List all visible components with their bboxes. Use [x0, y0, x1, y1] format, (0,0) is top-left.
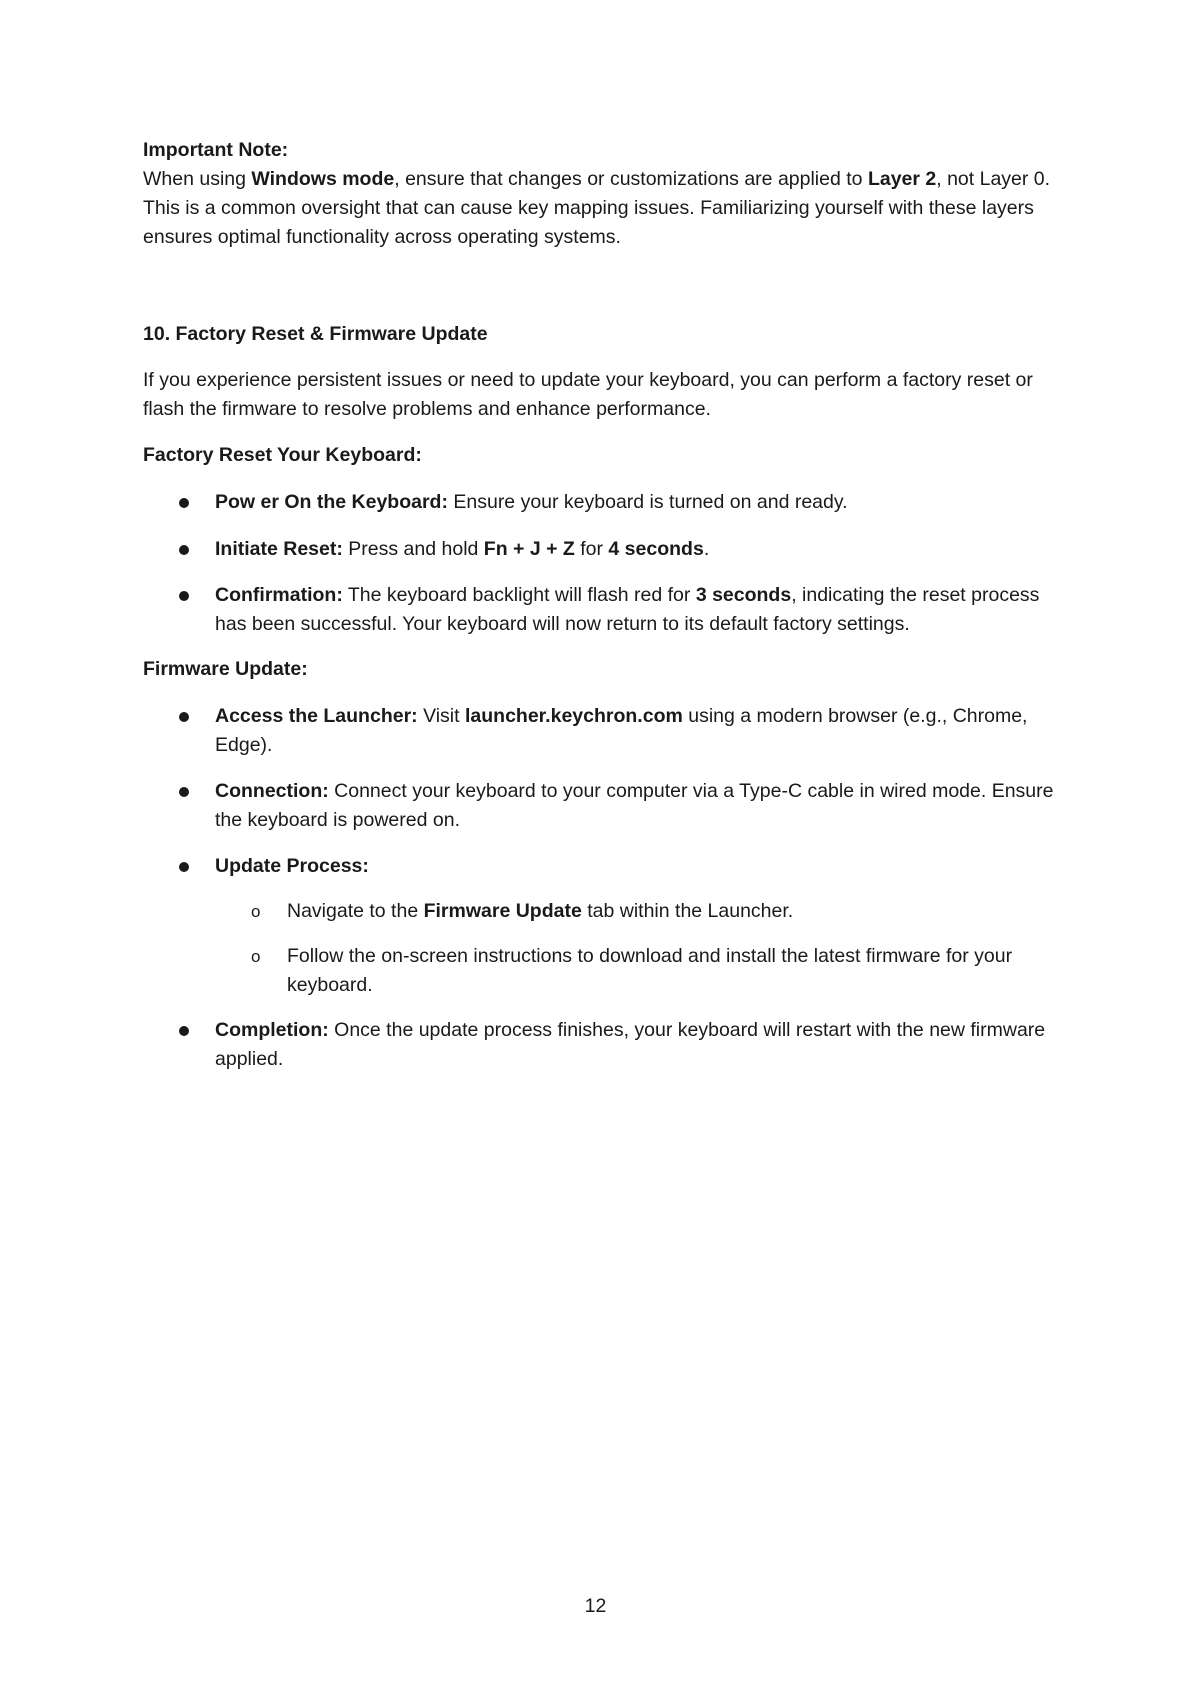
- section-title: 10. Factory Reset & Firmware Update: [143, 323, 488, 345]
- bullet-icon: [179, 787, 189, 797]
- bullet-icon: [179, 712, 189, 722]
- important-note: [143, 136, 1063, 252]
- circle-bullet-icon: o: [251, 902, 261, 921]
- bullet-icon: [179, 1026, 189, 1036]
- firmware-heading: Firmware Update:: [143, 658, 308, 680]
- section-intro: If you experience persistent issues or need to update your keyboard, you can perform a factory reset or flash the firmware to resolve problems and enhance performance.: [143, 369, 1033, 420]
- circle-bullet-icon: o: [251, 947, 261, 966]
- page-number: 12: [584, 1595, 607, 1617]
- bullet-icon: [179, 498, 189, 508]
- bullet-icon: [179, 862, 189, 872]
- note-heading: Important Note:: [143, 139, 289, 161]
- reset-heading: Factory Reset Your Keyboard:: [143, 444, 422, 466]
- bullet-icon: [179, 591, 189, 601]
- bullet-icon: [179, 545, 189, 555]
- note-body: When using Windows mode, ensure that changes or customizations are applied to Layer 2, not Layer 0. This is a common oversight that can cause key mapping issues. Familiarizing yourself with these layers ensures optimal functionality across operating systems.: [143, 168, 1051, 248]
